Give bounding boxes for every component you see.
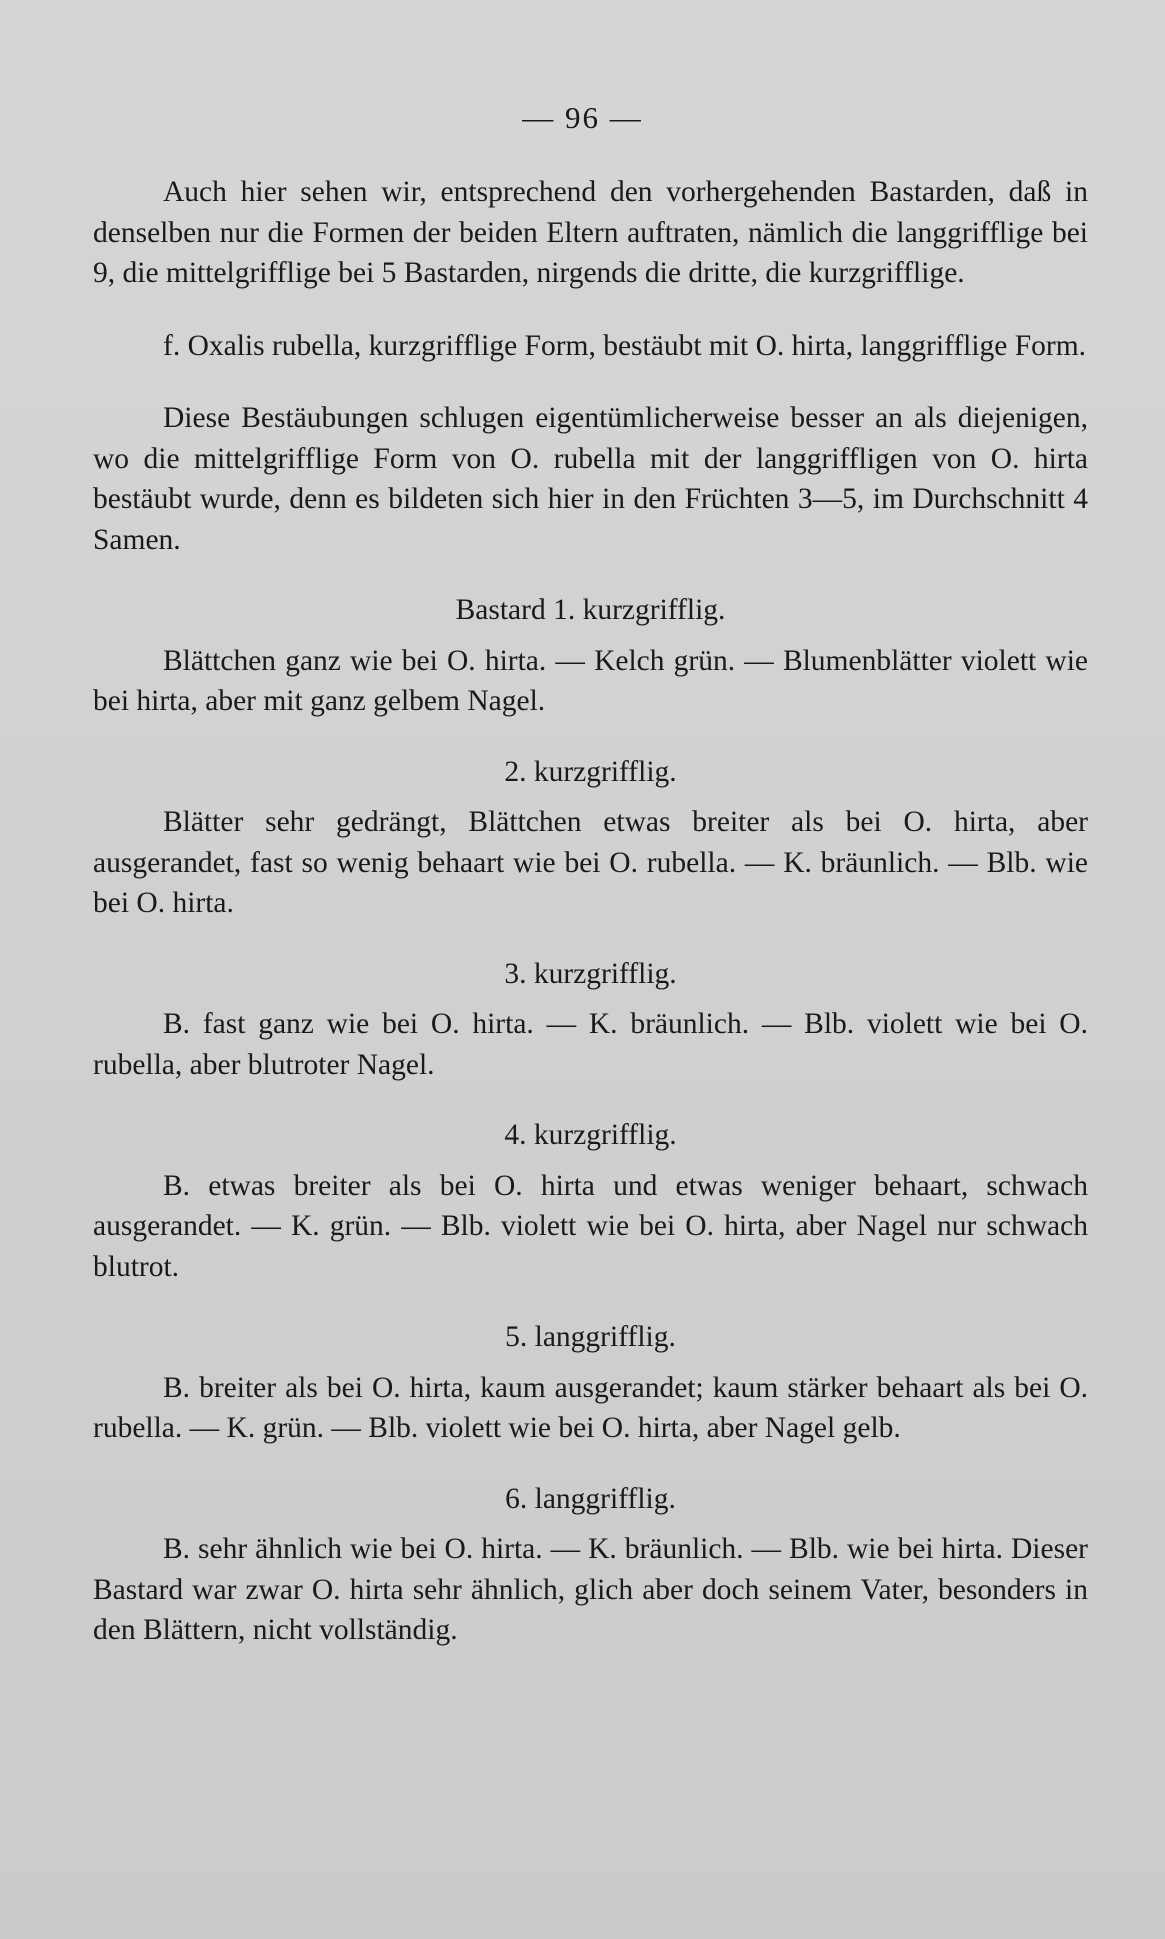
- bastard-4-description: B. etwas breiter als bei O. hirta und etwas weniger behaart, schwach ausgerandet. — K. grün. — Blb. violett wie bei O. hirta, aber Nagel nur schwach blutrot.: [93, 1169, 1088, 1283]
- bastard-4-heading: 4. kurzgrifflig.: [504, 1119, 677, 1151]
- bastard-2-description: Blätter sehr gedrängt, Blättchen etwas breiter als bei O. hirta, aber ausgerandet, fast so wenig behaart wie bei O. rubella. — K. bräunlich. — Blb. wie bei O. hirta.: [93, 806, 1088, 919]
- bastard-5-description: B. breiter als bei O. hirta, kaum ausgerandet; kaum stärker behaart als bei O. rubella. — K. grün. — Blb. violett wie bei O. hirta, aber Nagel gelb.: [93, 1371, 1088, 1444]
- bastard-1-heading: Bastard 1. kurzgrifflig.: [455, 594, 726, 626]
- section-f-heading: f. Oxalis rubella, kurzgrifflige Form, bestäubt mit O. hirta, langgrifflige Form.: [163, 329, 1087, 362]
- bastard-5-heading: 5. langgrifflig.: [505, 1321, 676, 1353]
- bastard-6-heading: 6. langgrifflig.: [505, 1482, 676, 1515]
- page-number: — 96 —: [522, 100, 643, 135]
- bastard-1-description: Blättchen ganz wie bei O. hirta. — Kelch grün. — Blumenblätter violett wie bei hirta, aber mit ganz gelbem Nagel.: [93, 644, 1088, 717]
- bastard-3-heading: 3. kurzgrifflig.: [504, 957, 677, 990]
- paragraph-intro: Auch hier sehen wir, entsprechend den vorhergehenden Bastarden, daß in denselben nur die Formen der beiden Eltern auftraten, nämlich die langgrifflige bei 9, die mittelgrifflige bei 5 Bastarden, nirgends die dritte, die kurzgrifflige.: [93, 176, 1088, 289]
- bastard-3-description: B. fast ganz wie bei O. hirta. — K. bräunlich. — Blb. violett wie bei O. rubella, aber blutroter Nagel.: [93, 1008, 1088, 1081]
- bastard-6-description: B. sehr ähnlich wie bei O. hirta. — K. bräunlich. — Blb. wie bei hirta. Dieser Bastard war zwar O. hirta sehr ähnlich, glich aber doch seinem Vater, besonders in den Blättern, nicht vollständig.: [93, 1533, 1088, 1646]
- bastard-2-heading: 2. kurzgrifflig.: [504, 755, 677, 788]
- paragraph-pollination: Diese Bestäubungen schlugen eigentümlicherweise besser an als diejenigen, wo die mittelgrifflige Form von O. rubella mit der langgriffligen von O. hirta bestäubt wurde, denn es bildeten sich hier in den Früchten 3—5, im Durchschnitt 4 Samen.: [93, 402, 1088, 556]
- page-body: [93, 172, 1088, 1651]
